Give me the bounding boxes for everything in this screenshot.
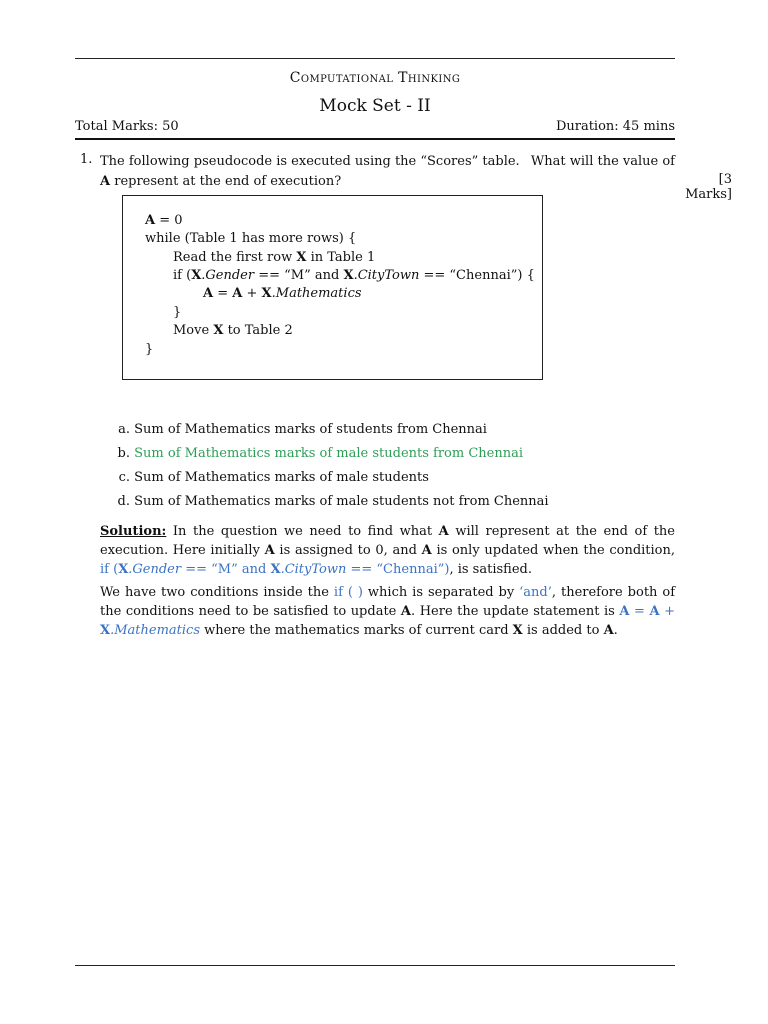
option-text: Sum of Mathematics marks of male students not from Chennai (134, 494, 549, 509)
question-line1b: What will the value of (530, 154, 675, 169)
top-rule (75, 58, 675, 59)
code-text: + (242, 286, 262, 301)
code-line-3 (173, 249, 375, 267)
solution-text: where the mathematics marks of current card (200, 623, 513, 638)
solution-heading: Solution: (100, 524, 167, 539)
solution-text: == “Chennai”) (346, 562, 450, 577)
code-line-8: } (145, 342, 154, 357)
question-line1a: The following pseudocode is executed using the “Scores” table. (100, 154, 520, 169)
code-text: in Table 1 (310, 250, 376, 265)
option-text: Sum of Mathematics marks of male students (134, 470, 429, 485)
solution-text: , therefore both of the conditions need to be satisfied to update (100, 585, 676, 619)
solution-field: .Gender (128, 562, 182, 577)
solution-paragraph-2 (100, 583, 675, 640)
solution-var: X (270, 562, 281, 577)
code-field: .Mathematics (271, 286, 362, 301)
solution-text: = (629, 604, 650, 619)
code-var: A (232, 286, 243, 301)
total-marks: Total Marks: 50 (75, 119, 179, 134)
option-text: Sum of Mathematics marks of male students from Chennai (134, 446, 524, 461)
option-label: a. (118, 422, 130, 437)
bottom-rule (75, 965, 675, 966)
solution-text: We have two conditions inside the (100, 585, 334, 600)
code-field: .CityTown (353, 268, 420, 283)
code-var: X (261, 286, 272, 301)
question-text (100, 152, 675, 192)
question-line2: represent at the end of execution? (114, 174, 342, 189)
pseudocode-box (122, 195, 543, 380)
code-text: = (213, 286, 233, 301)
solution-var: X (118, 562, 129, 577)
code-line-4 (173, 267, 535, 285)
solution-var: A (619, 604, 630, 619)
header-rule (75, 138, 675, 140)
code-text: to Table 2 (227, 323, 293, 338)
code-var: X (343, 268, 354, 283)
solution-text: + (659, 604, 675, 619)
code-text: == “M” and (254, 268, 344, 283)
option-text: Sum of Mathematics marks of students from Chennai (134, 422, 487, 437)
code-text: if ( (173, 268, 192, 283)
solution-condition (100, 562, 449, 577)
solution-var: X (512, 623, 523, 638)
solution-var: A (438, 524, 449, 539)
solution-field: .CityTown (280, 562, 347, 577)
code-line-2: while (Table 1 has more rows) { (145, 231, 357, 246)
solution-var: A (603, 623, 614, 638)
solution-text: is only updated when the condition, (431, 543, 676, 558)
question-number: 1. (80, 152, 93, 167)
solution-var: A (400, 604, 412, 619)
code-text: = 0 (159, 213, 183, 228)
solution-var: A (421, 543, 432, 558)
solution-text: == “M” and (181, 562, 271, 577)
solution-var: A (264, 543, 275, 558)
code-line-1 (145, 212, 183, 230)
option-a[interactable] (100, 421, 487, 439)
solution-text: In the question we need to find what (166, 524, 439, 539)
course-title: Computational Thinking (289, 70, 461, 86)
option-b[interactable] (100, 445, 523, 463)
solution-text: if ( (100, 562, 119, 577)
option-label: d. (117, 494, 130, 509)
solution-var: X (100, 623, 111, 638)
code-var: X (296, 250, 307, 265)
code-var: A (203, 286, 214, 301)
code-var: X (213, 323, 224, 338)
code-text: Read the first row (173, 250, 293, 265)
solution-field: .Mathematics (110, 623, 200, 638)
solution-text: is added to (522, 623, 604, 638)
option-c[interactable] (100, 469, 429, 487)
set-title: Mock Set - II (319, 96, 431, 116)
solution-text: . Here the update statement is (411, 604, 620, 619)
code-var: A (145, 213, 156, 228)
solution-if: if ( ) (333, 585, 363, 600)
code-text: Move (173, 323, 210, 338)
option-label: b. (117, 446, 130, 461)
solution-text: will represent at the end of the execution. Here initially (100, 524, 675, 558)
question-var: A (100, 174, 111, 189)
duration: Duration: 45 mins (555, 119, 675, 134)
code-line-6: } (173, 305, 182, 320)
code-text: == “Chennai”) { (419, 268, 535, 283)
solution-var: A (649, 604, 660, 619)
code-line-7 (173, 322, 293, 340)
solution-text: is assigned to 0, and (274, 543, 422, 558)
solution-paragraph-1 (100, 522, 675, 579)
solution-text: . (613, 623, 618, 638)
solution-text: , is satisfied. (449, 562, 532, 577)
solution-and: ‘and’ (519, 585, 552, 600)
code-field: .Gender (201, 268, 255, 283)
option-label: c. (118, 470, 130, 485)
code-line-5 (203, 285, 362, 303)
option-d[interactable] (100, 493, 549, 511)
question-marks: [3 Marks] (685, 172, 732, 202)
solution-text: which is separated by (362, 585, 520, 600)
code-var: X (191, 268, 202, 283)
